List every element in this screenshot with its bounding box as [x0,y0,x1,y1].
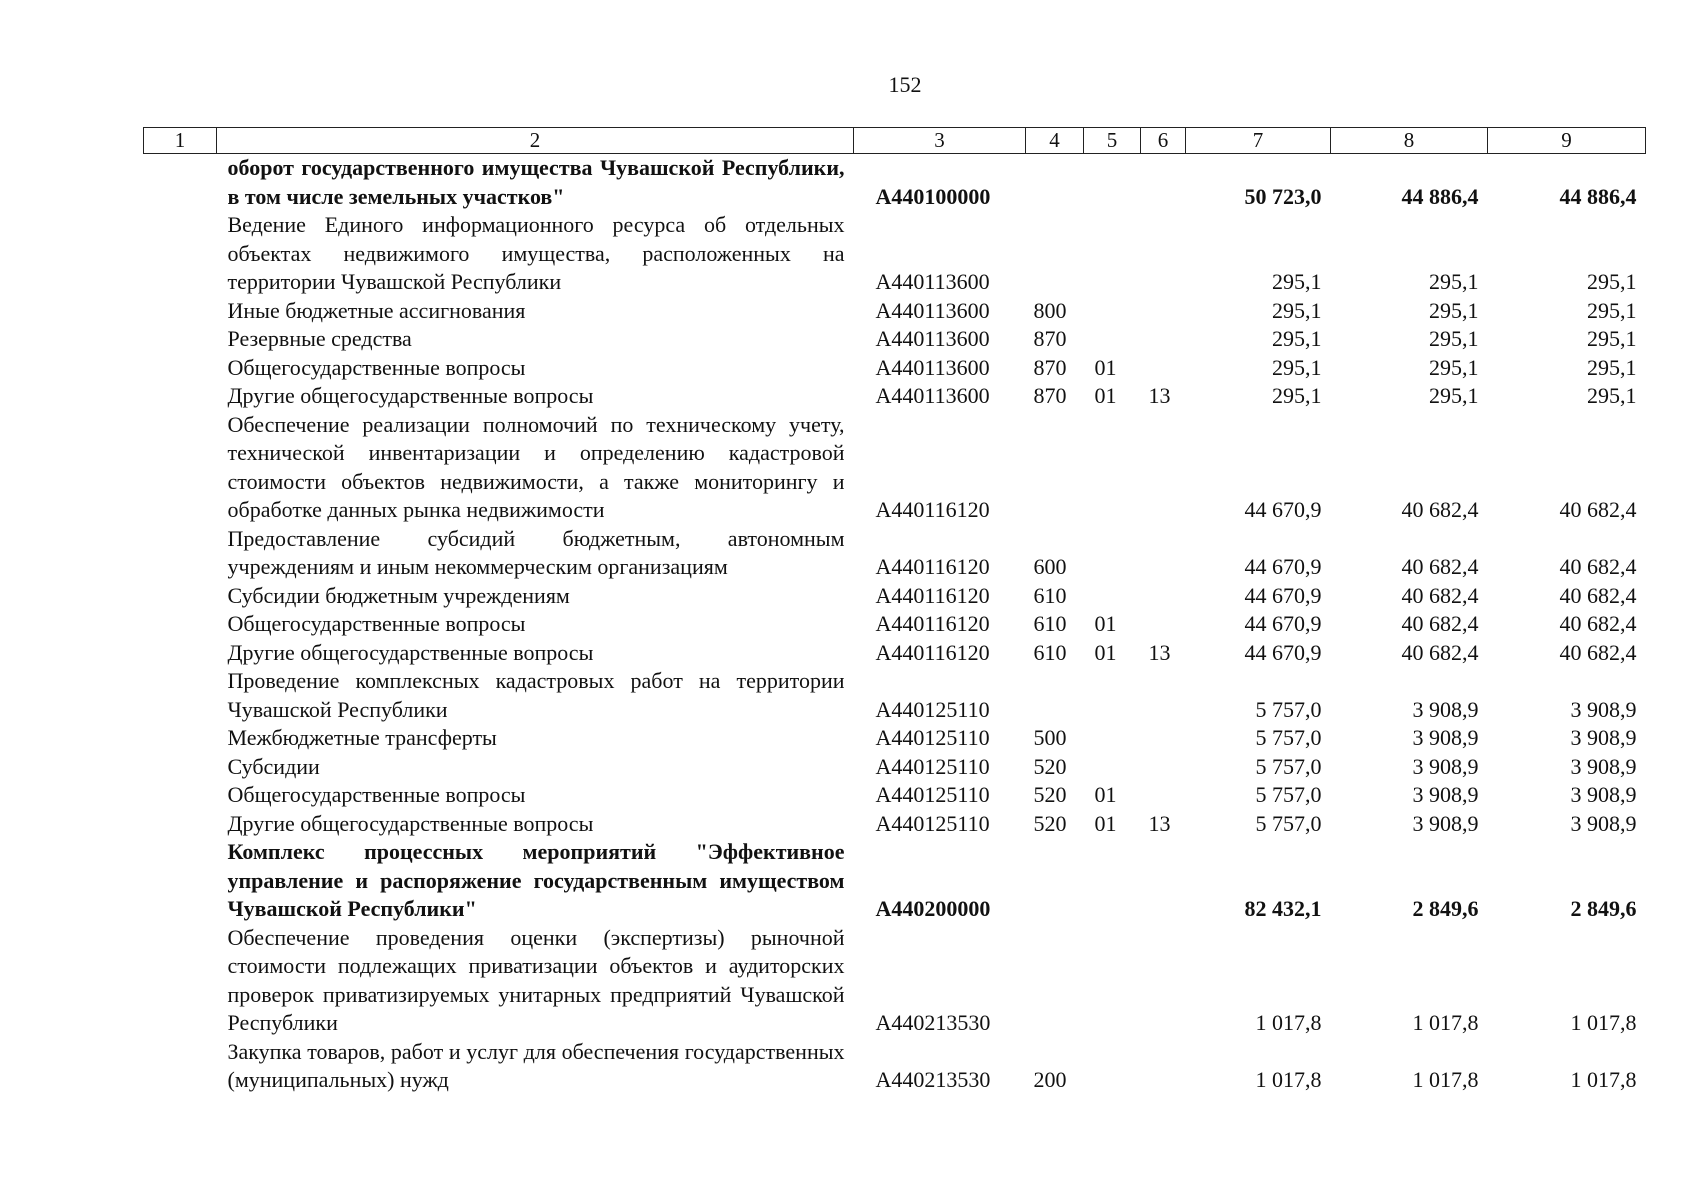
target-code: А440116120 [875,497,990,522]
empty-cell [144,724,217,753]
table-row [144,354,1646,383]
column-number: 4 [1026,128,1084,154]
section-code: 01 [1094,810,1117,836]
empty-cell [144,610,217,639]
expense-type: 610 [1033,639,1067,665]
amount-col9: 3 908,9 [1570,782,1637,807]
expense-type: 520 [1033,753,1067,779]
target-code: А440116120 [875,611,990,636]
item-name: Предоставление субсидий бюджетным, автономным учреждениям и иным некоммерческим организациям [227,525,845,579]
table-row [144,582,1646,611]
amount-col8: 40 682,4 [1401,611,1479,636]
amount-col8: 295,1 [1429,297,1479,323]
empty-cell [144,297,217,326]
amount-col8: 3 908,9 [1412,696,1479,722]
target-code: А440125110 [875,782,990,807]
section-code: 01 [1094,782,1117,807]
expense-type: 600 [1033,554,1067,579]
table-row [144,297,1646,326]
table-row [144,325,1646,354]
empty-cell [144,354,217,383]
subsection-code [1141,753,1186,782]
expense-type [1026,211,1084,297]
item-name: Общегосударственные вопросы [227,354,526,380]
empty-cell [144,382,217,411]
empty-cell [144,325,217,354]
amount-col9: 295,1 [1587,326,1637,351]
subsection-code: 13 [1148,810,1171,836]
amount-col7: 5 757,0 [1255,782,1322,807]
column-numbers-row [144,128,1646,154]
empty-cell [144,924,217,1038]
amount-col8: 295,1 [1429,354,1479,380]
empty-cell [144,639,217,668]
amount-col8: 40 682,4 [1401,554,1479,579]
expense-type: 520 [1033,782,1067,807]
expense-type [1026,411,1084,525]
empty-cell [144,154,217,212]
table-body [144,128,1646,1095]
section-code [1084,724,1141,753]
amount-col7: 44 670,9 [1244,554,1322,579]
section-code [1084,297,1141,326]
subsection-code [1141,781,1186,810]
amount-col7: 44 670,9 [1244,582,1322,608]
empty-cell [144,525,217,582]
subsection-code [1141,1038,1186,1095]
item-name: Проведение комплексных кадастровых работ на территории Чувашской Республики [227,668,845,722]
budget-table [143,127,1646,1095]
amount-col8: 295,1 [1429,383,1479,408]
expense-type: 610 [1033,611,1067,636]
column-number: 9 [1488,128,1646,154]
target-code: А440113600 [875,354,990,380]
empty-cell [144,667,217,724]
amount-col9: 3 908,9 [1570,696,1637,722]
table-row [144,610,1646,639]
empty-cell [144,810,217,839]
table-row [144,639,1646,668]
amount-col9: 295,1 [1587,269,1637,294]
amount-col8: 40 682,4 [1401,639,1479,665]
table-row [144,211,1646,297]
column-number: 1 [144,128,217,154]
amount-col7: 295,1 [1272,354,1322,380]
expense-type [1026,154,1084,212]
target-code: А440116120 [875,582,990,608]
amount-col7: 5 757,0 [1255,810,1322,836]
expense-type [1026,667,1084,724]
amount-col8: 1 017,8 [1412,1010,1479,1035]
item-name: Другие общегосударственные вопросы [227,810,594,836]
amount-col9: 2 849,6 [1570,896,1637,921]
subsection-code [1141,724,1186,753]
subsection-code [1141,411,1186,525]
expense-type: 870 [1033,354,1067,380]
column-number: 3 [854,128,1026,154]
table-row [144,810,1646,839]
column-number: 8 [1331,128,1488,154]
target-code: А440125110 [875,753,990,779]
section-code: 01 [1094,639,1117,665]
item-name: Закупка товаров, работ и услуг для обеспечения государственных (муниципальных) нужд [227,1038,845,1092]
subsection-code [1141,582,1186,611]
amount-col7: 1 017,8 [1255,1067,1322,1092]
subsection-code [1141,297,1186,326]
table-row [144,838,1646,924]
amount-col7: 44 670,9 [1244,639,1322,665]
empty-cell [144,781,217,810]
amount-col8: 40 682,4 [1401,497,1479,522]
empty-cell [144,1038,217,1095]
column-number: 2 [217,128,854,154]
subsection-code [1141,211,1186,297]
amount-col8: 40 682,4 [1401,582,1479,608]
table-row [144,525,1646,582]
amount-col7: 5 757,0 [1255,753,1322,779]
target-code: А440125110 [875,696,990,722]
amount-col9: 1 017,8 [1570,1067,1637,1092]
amount-col7: 50 723,0 [1244,183,1322,209]
expense-type: 200 [1033,1067,1067,1092]
amount-col9: 3 908,9 [1570,810,1637,836]
target-code: А440113600 [875,269,990,294]
table-row [144,382,1646,411]
amount-col8: 295,1 [1429,269,1479,294]
column-number: 6 [1141,128,1186,154]
expense-type: 520 [1033,810,1067,836]
expense-type: 870 [1033,383,1067,408]
empty-cell [144,838,217,924]
target-code: А440125110 [875,810,990,836]
subsection-code [1141,838,1186,924]
subsection-code [1141,154,1186,212]
amount-col9: 3 908,9 [1570,753,1637,779]
section-code [1084,325,1141,354]
amount-col7: 295,1 [1272,383,1322,408]
item-name: Субсидии [227,753,320,779]
target-code: А440100000 [875,183,991,209]
column-number: 7 [1186,128,1331,154]
table-row [144,781,1646,810]
subsection-code: 13 [1148,639,1171,665]
empty-cell [144,753,217,782]
target-code: А440116120 [875,639,990,665]
amount-col9: 295,1 [1587,383,1637,408]
table-row [144,924,1646,1038]
section-code [1084,838,1141,924]
table-row [144,753,1646,782]
amount-col7: 295,1 [1272,269,1322,294]
item-name: Общегосударственные вопросы [227,611,526,636]
amount-col9: 295,1 [1587,354,1637,380]
amount-col7: 5 757,0 [1255,696,1322,722]
item-name: Межбюджетные трансферты [227,725,497,750]
amount-col7: 44 670,9 [1244,611,1322,636]
table-row [144,154,1646,212]
amount-col8: 3 908,9 [1412,810,1479,836]
subsection-code: 13 [1148,383,1171,408]
section-code [1084,753,1141,782]
empty-cell [144,411,217,525]
amount-col8: 3 908,9 [1412,782,1479,807]
target-code: А440113600 [875,297,990,323]
item-name: Иные бюджетные ассигнования [227,297,526,323]
amount-col8: 44 886,4 [1401,183,1479,209]
empty-cell [144,211,217,297]
amount-col9: 44 886,4 [1559,183,1637,209]
amount-col8: 1 017,8 [1412,1067,1479,1092]
target-code: А440113600 [875,326,990,351]
item-name: оборот государственного имущества Чувашской Республики, в том числе земельных участков" [227,155,845,209]
item-name: Субсидии бюджетным учреждениям [227,582,570,608]
amount-col9: 40 682,4 [1559,639,1637,665]
column-number: 5 [1084,128,1141,154]
subsection-code [1141,924,1186,1038]
amount-col9: 3 908,9 [1570,725,1637,750]
item-name: Другие общегосударственные вопросы [227,383,594,408]
page-number: 152 [888,72,922,97]
section-code [1084,582,1141,611]
item-name: Обеспечение реализации полномочий по техническому учету, технической инвентаризации и определению кадастровой стоимости объектов недвижимости, а также мониторингу и обработке данных рынка недвижимости [227,411,845,522]
expense-type: 870 [1033,326,1067,351]
table-row [144,1038,1646,1095]
table-row [144,667,1646,724]
subsection-code [1141,667,1186,724]
amount-col9: 40 682,4 [1559,497,1637,522]
section-code [1084,667,1141,724]
amount-col7: 295,1 [1272,326,1322,351]
section-code [1084,154,1141,212]
item-name: Обеспечение проведения оценки (экспертизы) рыночной стоимости подлежащих приватизации объектов и аудиторских проверок приватизируемых унитарных предприятий Чувашской Республики [227,924,845,1035]
subsection-code [1141,610,1186,639]
section-code: 01 [1094,611,1117,636]
amount-col8: 3 908,9 [1412,753,1479,779]
item-name: Общегосударственные вопросы [227,782,526,807]
expense-type: 610 [1033,582,1067,608]
amount-col7: 82 432,1 [1244,896,1322,921]
amount-col9: 40 682,4 [1559,582,1637,608]
amount-col9: 1 017,8 [1570,1010,1637,1035]
subsection-code [1141,525,1186,582]
amount-col7: 5 757,0 [1255,725,1322,750]
target-code: А440213530 [875,1067,991,1092]
expense-type [1026,838,1084,924]
subsection-code [1141,325,1186,354]
amount-col8: 3 908,9 [1412,725,1479,750]
table-row [144,411,1646,525]
expense-type: 800 [1033,297,1067,323]
amount-col9: 295,1 [1587,297,1637,323]
target-code: А440200000 [875,896,991,921]
expense-type [1026,924,1084,1038]
section-code [1084,924,1141,1038]
amount-col7: 295,1 [1272,297,1322,323]
section-code [1084,525,1141,582]
section-code: 01 [1094,383,1117,408]
table-row [144,724,1646,753]
section-code: 01 [1094,354,1117,380]
item-name: Ведение Единого информационного ресурса об отдельных объектах недвижимого имущества, расположенных на территории Чувашской Республики [227,212,845,294]
amount-col7: 1 017,8 [1255,1010,1322,1035]
section-code [1084,211,1141,297]
amount-col8: 295,1 [1429,326,1479,351]
item-name: Резервные средства [227,326,412,351]
item-name: Другие общегосударственные вопросы [227,639,594,665]
target-code: А440116120 [875,554,990,579]
empty-cell [144,582,217,611]
target-code: А440113600 [875,383,990,408]
amount-col9: 40 682,4 [1559,554,1637,579]
section-code [1084,411,1141,525]
target-code: А440213530 [875,1010,991,1035]
expense-type: 500 [1033,725,1067,750]
amount-col8: 2 849,6 [1412,896,1479,921]
section-code [1084,1038,1141,1095]
item-name: Комплекс процессных мероприятий "Эффективное управление и распоряжение государственным имуществом Чувашской Республики" [227,839,845,921]
amount-col7: 44 670,9 [1244,497,1322,522]
amount-col9: 40 682,4 [1559,611,1637,636]
subsection-code [1141,354,1186,383]
target-code: А440125110 [875,725,990,750]
